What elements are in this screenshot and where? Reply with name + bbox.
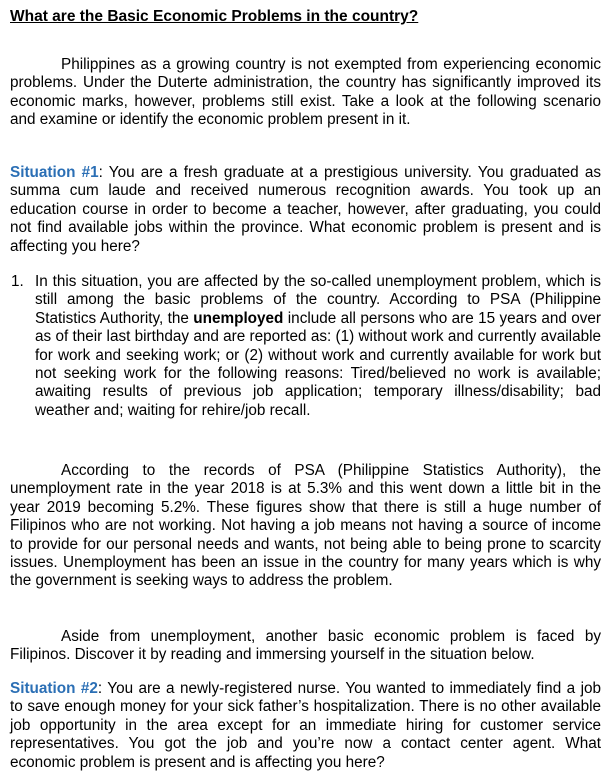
situation-2-label: Situation #2	[10, 680, 98, 697]
situation-1-label: Situation #1	[10, 164, 99, 181]
unemployed-term: unemployed	[193, 309, 284, 327]
list-item-text-part: include all persons who are 15 years and over as of their last birthday and are reported as: (1) without work and currently available for work and seeking work; or (2) without work and currently available for work but not seeking work for the following reasons: Tired/believed no work is available; awaiting results of previous job application; temporary illness/disability; bad weather and; waiting for rehire/job recall.	[35, 309, 601, 419]
aside-paragraph: Aside from unemployment, another basic economic problem is faced by Filipinos. Discover it by reading and immersing yourself in the situation below.	[10, 628, 601, 664]
situation-1-paragraph	[10, 164, 601, 256]
list-item	[10, 273, 601, 420]
situation-2-text: : You are a newly-registered nurse. You wanted to immediately find a job to save enough money for your sick father’s hospitalization. There is no other available job opportunity in the area except for an immediate hiring for customer service representatives. You got the job and you’re now a contact center agent. What economic problem is present and is affecting you here?	[10, 680, 601, 771]
situation-2-paragraph	[10, 680, 601, 772]
list-item-text	[35, 273, 601, 420]
list-item-text-part: In this situation, you are affected by the so-called unemployment problem, which is still among the basic problems of the country. According to PSA (Philippine Statistics Authority, the	[35, 273, 601, 327]
page-title: What are the Basic Economic Problems in the country?	[10, 8, 419, 25]
intro-paragraph: Philippines as a growing country is not exempted from experiencing economic problems. Under the Duterte administration, the country has significantly improved its economic marks, however, problems still exist. Take a look at the following scenario and examine or identify the economic problem present in it.	[10, 56, 601, 129]
situation-1-text: : You are a fresh graduate at a prestigious university. You graduated as summa cum laude and received numerous recognition awards. You took up an education course in order to become a teacher, however, after graduating, you could not find available jobs within the province. What economic problem is present and is affecting you here?	[10, 164, 601, 255]
psa-paragraph: According to the records of PSA (Philippine Statistics Authority), the unemployment rate in the year 2018 is at 5.3% and this went down a little bit in the year 2019 becoming 5.2%. These figures show that there is still a huge number of Filipinos who are not working. Not having a job means not having a source of income to provide for our personal needs and wants, not being able to being prone to scarcity issues. Unemployment has been an issue in the country for many years which is why the government is seeking ways to address the problem.	[10, 462, 601, 590]
list-item-number: 1.	[11, 273, 24, 290]
